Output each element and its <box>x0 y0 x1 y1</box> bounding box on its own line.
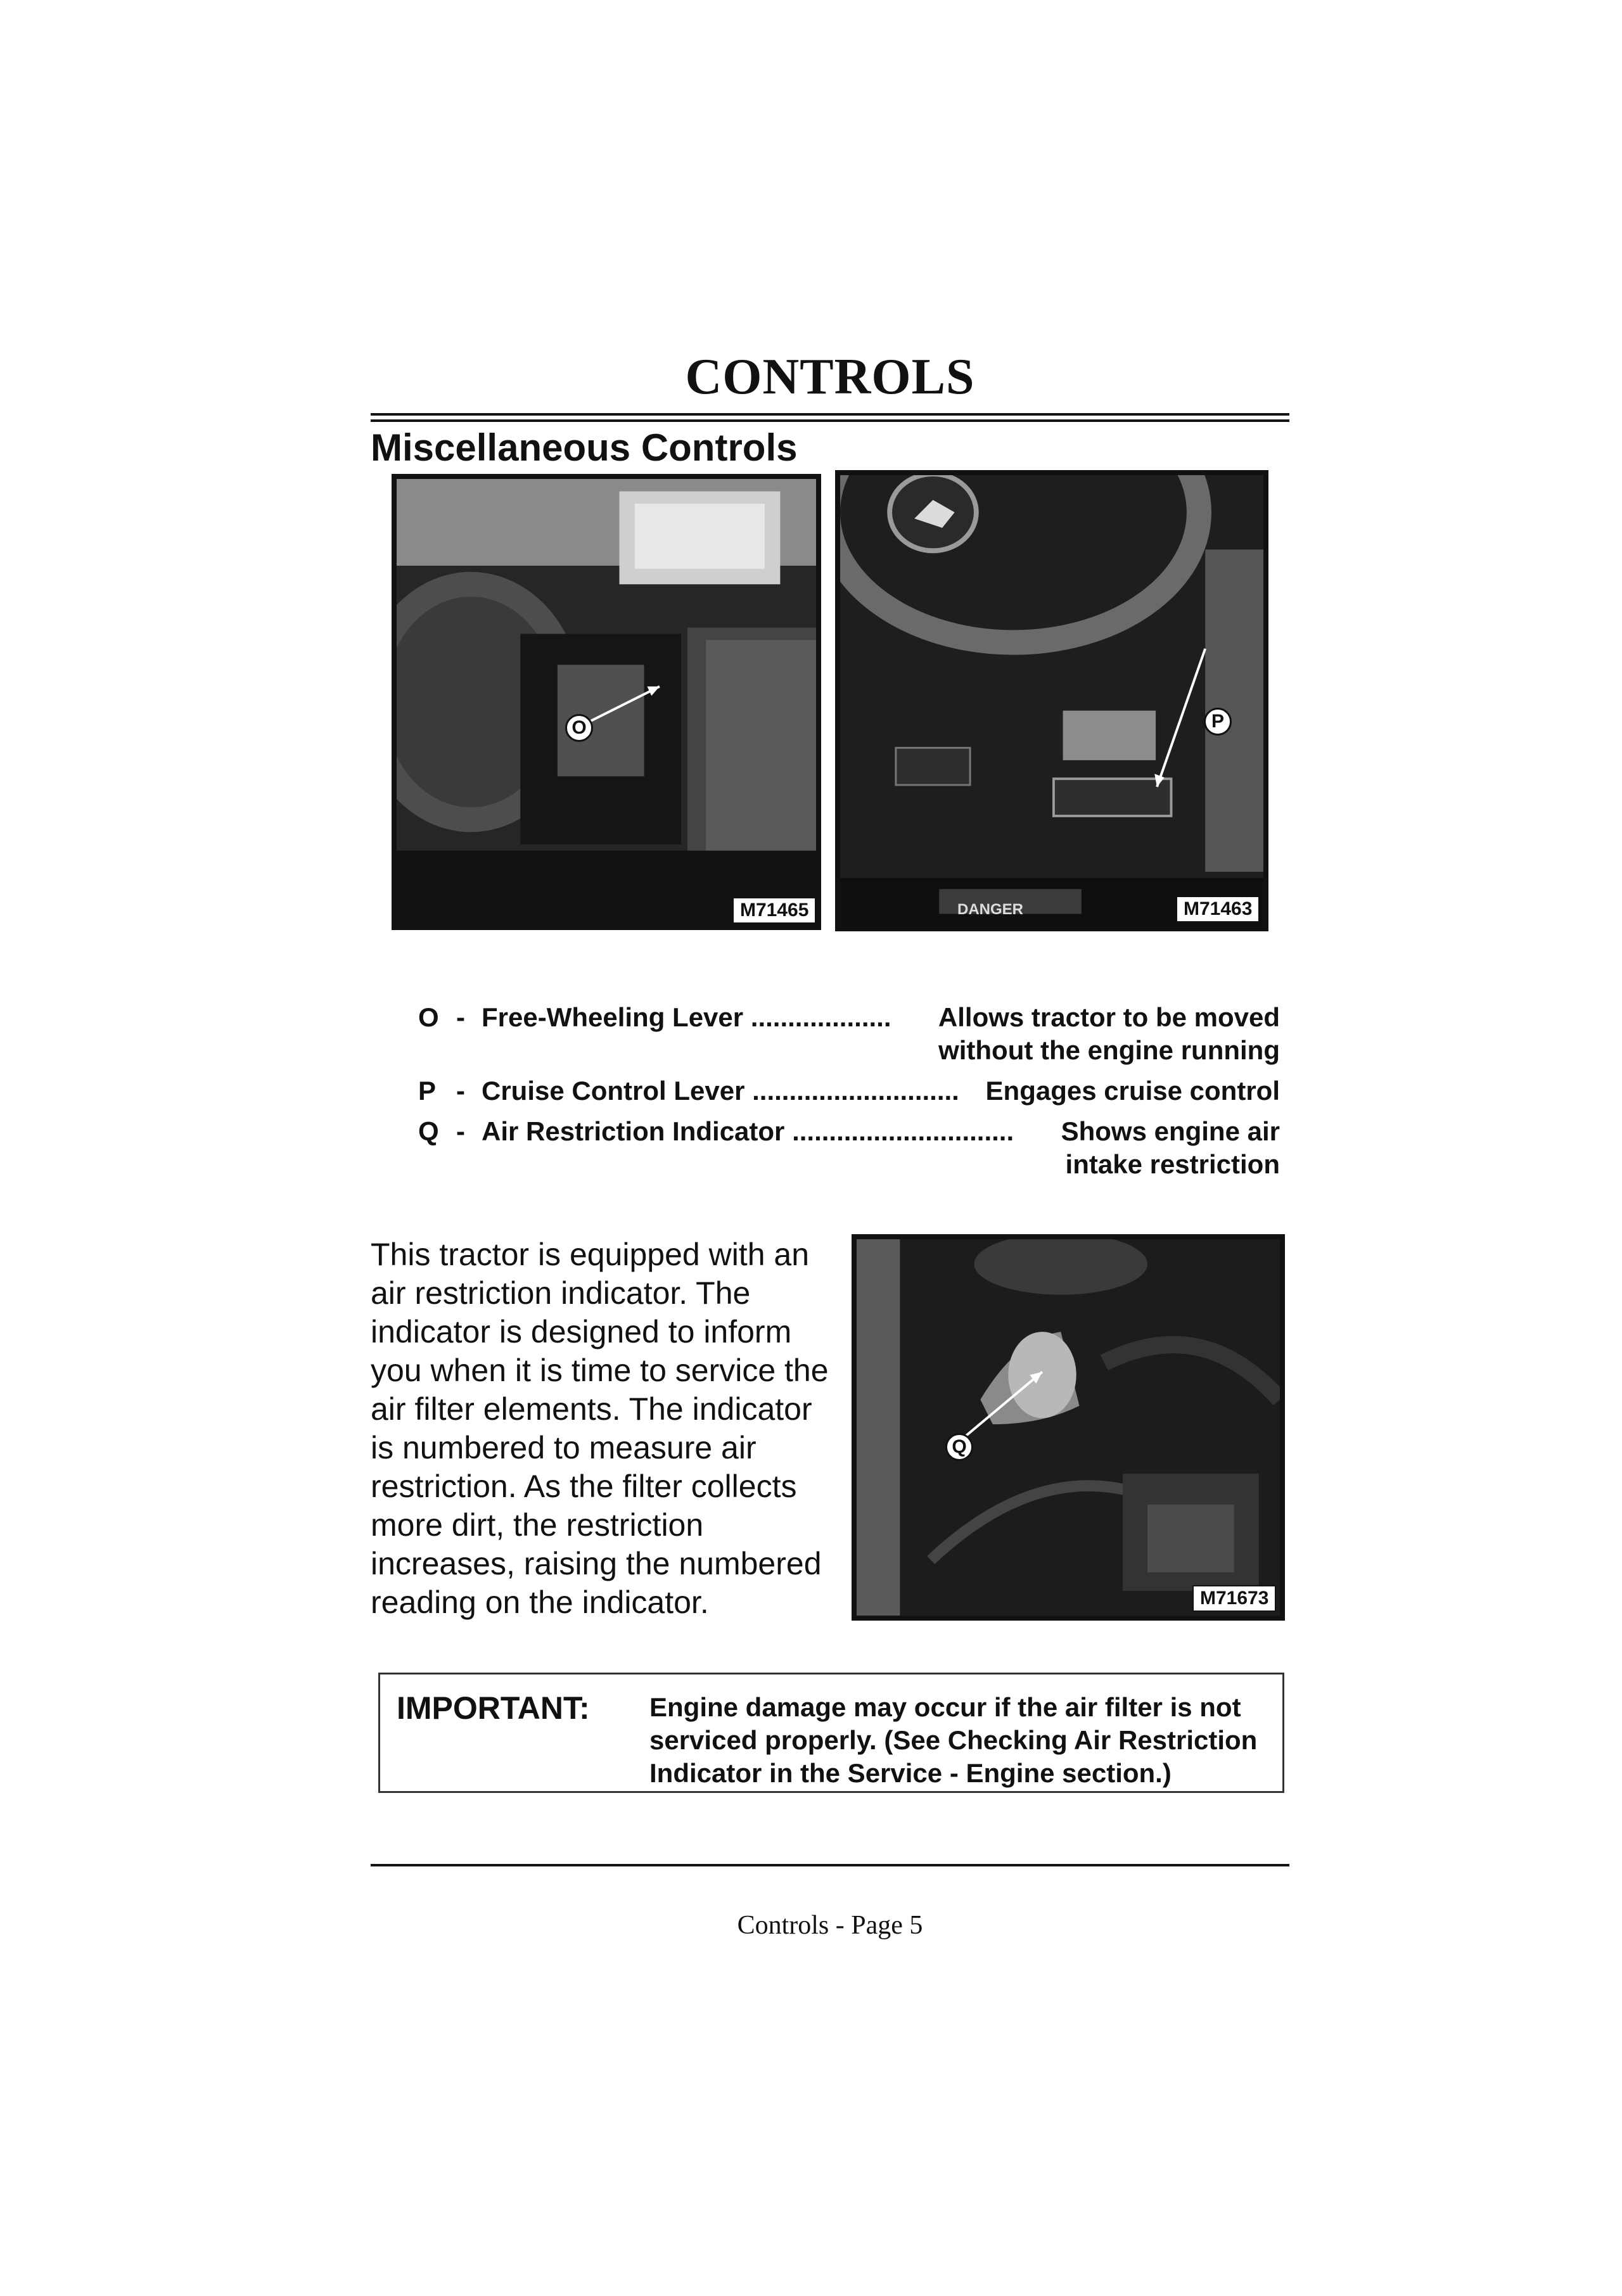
body-paragraph <box>371 1235 859 1622</box>
header-rule-top <box>371 413 1289 416</box>
footer-rule <box>371 1864 1289 1866</box>
figure-code: M71673 <box>1192 1585 1276 1612</box>
body-line: air filter elements. The indicator <box>371 1391 812 1427</box>
body-line: you when it is time to service the <box>371 1353 829 1388</box>
notice-line: serviced properly. (See Checking Air Restriction <box>649 1725 1258 1755</box>
legend-name: Cruise Control Lever ............................ <box>482 1076 959 1106</box>
legend-letter: P <box>418 1076 437 1106</box>
body-line: is numbered to measure air <box>371 1430 757 1465</box>
photo-cruise-control-lever <box>835 470 1268 931</box>
body-line: restriction. As the filter collects <box>371 1469 797 1504</box>
body-line: more dirt, the restriction <box>371 1507 704 1543</box>
page-title: CONTROLS <box>685 349 975 405</box>
body-line: increases, raising the numbered <box>371 1546 822 1581</box>
legend-letter: Q <box>418 1116 439 1146</box>
callout-q: Q <box>945 1433 973 1461</box>
body-line: This tractor is equipped with an <box>371 1237 810 1272</box>
danger-sign-text: DANGER <box>957 901 1024 918</box>
section-title: Miscellaneous Controls <box>371 426 798 469</box>
notice-line: Indicator in the Service - Engine section.) <box>649 1758 1172 1788</box>
photo-free-wheeling-lever <box>392 474 821 930</box>
legend-name: Air Restriction Indicator .............................. <box>482 1116 1014 1146</box>
figure-code: M71465 <box>732 897 816 924</box>
page-footer: Controls - Page 5 <box>737 1911 923 1940</box>
notice-label: IMPORTANT: <box>397 1690 590 1726</box>
legend-dash: - <box>456 1116 465 1146</box>
legend-desc: Allows tractor to be moved <box>938 1002 1280 1032</box>
legend-dash: - <box>456 1076 465 1106</box>
legend-desc: Shows engine air <box>1061 1116 1280 1146</box>
body-line: reading on the indicator. <box>371 1585 709 1620</box>
body-line: indicator is designed to inform <box>371 1314 792 1349</box>
callout-p: P <box>1204 708 1232 736</box>
legend-desc: without the engine running <box>938 1035 1280 1065</box>
legend-dash: - <box>456 1002 465 1032</box>
photo-air-restriction-indicator <box>852 1234 1285 1621</box>
legend-desc: intake restriction <box>1065 1149 1280 1179</box>
legend-name: Free-Wheeling Lever ................... <box>482 1002 891 1032</box>
legend-letter: O <box>418 1002 439 1032</box>
callout-o: O <box>565 714 593 742</box>
important-notice <box>378 1673 1284 1793</box>
legend-desc: Engages cruise control <box>985 1076 1280 1106</box>
notice-text <box>649 1691 1270 1790</box>
header-rule-bottom <box>371 419 1289 422</box>
notice-line: Engine damage may occur if the air filter is not <box>649 1692 1241 1722</box>
body-line: air restriction indicator. The <box>371 1275 751 1311</box>
figure-code: M71463 <box>1176 896 1260 922</box>
